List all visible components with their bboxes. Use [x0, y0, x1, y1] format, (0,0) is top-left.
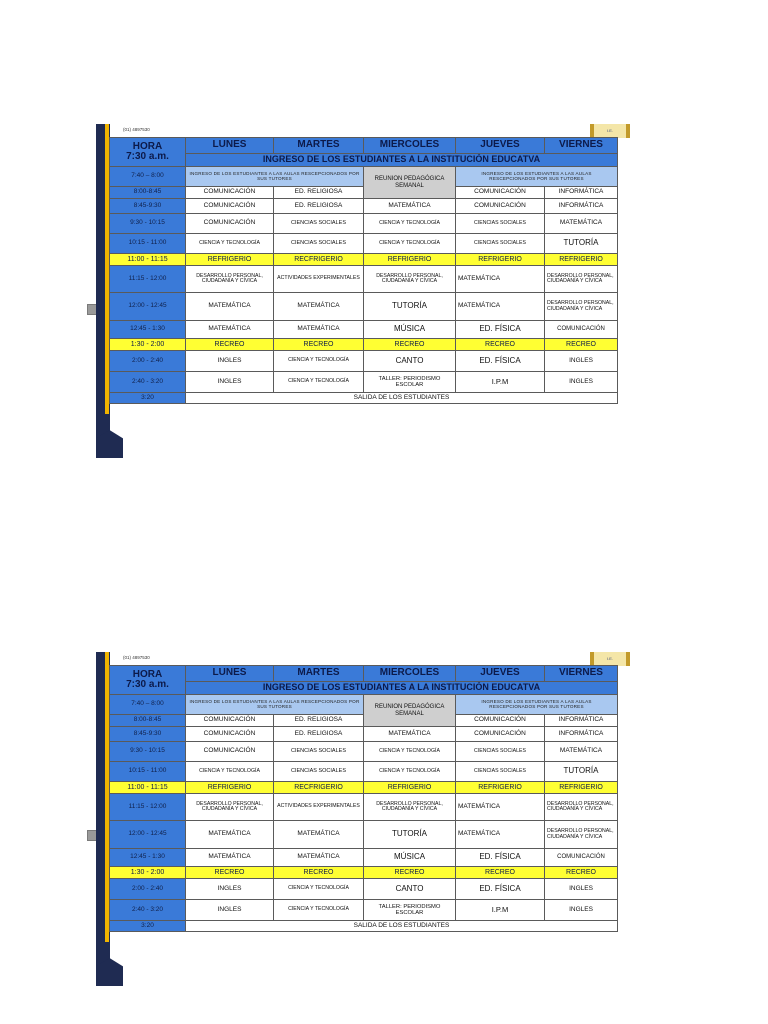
class-cell: CIENCIA Y TECNOLOGÍA: [274, 900, 364, 921]
class-cell: ED. FÍSICA: [456, 849, 545, 867]
class-cell: I.P.M: [456, 372, 545, 393]
class-cell: CIENCIAS SOCIALES: [456, 742, 545, 762]
class-cell: CIENCIAS SOCIALES: [456, 214, 545, 234]
hora-header: HORA 7:30 a.m.: [110, 138, 186, 167]
break-cell: RECREO: [545, 867, 618, 879]
class-cell: DESARROLLO PERSONAL, CIUDADANÍA Y CÍVICA: [186, 794, 274, 821]
class-cell: COMUNICACIÓN: [545, 321, 618, 339]
exit-cell: SALIDA DE LOS ESTUDIANTES: [186, 393, 618, 404]
class-cell: INFORMÁTICA: [545, 187, 618, 199]
class-cell: MATEMÁTICA: [456, 821, 545, 849]
class-cell: DESARROLLO PERSONAL, CIUDADANÍA Y CÍVICA: [545, 266, 618, 293]
class-cell: TUTORÍA: [364, 293, 456, 321]
break-cell: REFRIGERIO: [186, 254, 274, 266]
class-cell: INFORMÁTICA: [545, 727, 618, 742]
time-cell: 12:00 - 12:45: [110, 293, 186, 321]
schedule-card-1: [96, 124, 630, 458]
time-cell: 9:30 - 10:15: [110, 214, 186, 234]
class-cell: INGLES: [186, 879, 274, 900]
class-cell: DESARROLLO PERSONAL, CIUDADANÍA Y CÍVICA: [545, 821, 618, 849]
class-cell: INFORMÁTICA: [545, 715, 618, 727]
class-cell: MATEMÁTICA: [274, 321, 364, 339]
class-cell: ED. RELIGIOSA: [274, 715, 364, 727]
break-cell: REFRIGERIO: [456, 254, 545, 266]
class-cell: MATEMÁTICA: [274, 821, 364, 849]
day-header-lunes: LUNES: [186, 138, 274, 154]
class-cell: COMUNICACIÓN: [186, 715, 274, 727]
day-header-lunes: LUNES: [186, 666, 274, 682]
time-cell: 12:45 - 1:30: [110, 321, 186, 339]
class-cell: INGLES: [186, 351, 274, 372]
time-cell: 10:15 - 11:00: [110, 762, 186, 782]
time-cell: 10:15 - 11:00: [110, 234, 186, 254]
class-cell: MATEMÁTICA: [186, 849, 274, 867]
class-cell: CIENCIA Y TECNOLOGÍA: [364, 742, 456, 762]
class-cell: CIENCIA Y TECNOLOGÍA: [274, 351, 364, 372]
time-cell: 12:45 - 1:30: [110, 849, 186, 867]
class-cell: DESARROLLO PERSONAL, CIUDADANÍA Y CÍVICA: [545, 794, 618, 821]
class-cell: CIENCIAS SOCIALES: [274, 234, 364, 254]
class-cell: DESARROLLO PERSONAL, CIUDADANÍA Y CÍVICA: [364, 266, 456, 293]
break-cell: RECREO: [456, 339, 545, 351]
ingreso-note-right: INGRESO DE LOS ESTUDIANTES A LAS AULAS RESCEPCIONADOS POR SUS TUTORES: [456, 167, 618, 187]
time-cell: 2:00 - 2:40: [110, 351, 186, 372]
class-cell: MATEMÁTICA: [186, 293, 274, 321]
class-cell: COMUNICACIÓN: [456, 715, 545, 727]
class-cell: COMUNICACIÓN: [186, 742, 274, 762]
class-cell: COMUNICACIÓN: [186, 187, 274, 199]
time-cell: 1:30 - 2:00: [110, 339, 186, 351]
break-cell: REFRIGERIO: [186, 782, 274, 794]
time-cell: 8:45-9:30: [110, 727, 186, 742]
day-header-jueves: JUEVES: [456, 138, 545, 154]
class-cell: CIENCIA Y TECNOLOGÍA: [186, 762, 274, 782]
class-cell: I.P.M: [456, 900, 545, 921]
break-cell: RECFRIGERIO: [274, 254, 364, 266]
class-cell: INGLES: [545, 879, 618, 900]
class-cell: CIENCIAS SOCIALES: [274, 762, 364, 782]
break-cell: RECREO: [456, 867, 545, 879]
class-cell: ED. FÍSICA: [456, 879, 545, 900]
class-cell: CANTO: [364, 351, 456, 372]
class-cell: CIENCIA Y TECNOLOGÍA: [364, 214, 456, 234]
class-cell: INGLES: [186, 900, 274, 921]
time-cell: 12:00 - 12:45: [110, 821, 186, 849]
day-header-viernes: VIERNES: [545, 666, 618, 682]
class-cell: MATEMÁTICA: [186, 821, 274, 849]
class-cell: DESARROLLO PERSONAL, CIUDADANÍA Y CÍVICA: [364, 794, 456, 821]
time-cell: 3:20: [110, 921, 186, 932]
time-cell: 11:00 - 11:15: [110, 254, 186, 266]
break-cell: REFRIGERIO: [364, 254, 456, 266]
time-cell: 1:30 - 2:00: [110, 867, 186, 879]
school-logo: I.E.: [590, 652, 630, 666]
class-cell: MATEMÁTICA: [456, 794, 545, 821]
time-cell: 11:15 - 12:00: [110, 794, 186, 821]
header-phone: (01) 4897530: [123, 655, 150, 660]
ingreso-note-left: INGRESO DE LOS ESTUDIANTES A LAS AULAS RESCEPCIONADOS POR SUS TUTORES: [186, 695, 364, 715]
class-cell: MATEMÁTICA: [545, 214, 618, 234]
day-header-miercoles: MIERCOLES: [364, 666, 456, 682]
time-cell: 9:30 - 10:15: [110, 742, 186, 762]
break-cell: RECREO: [186, 339, 274, 351]
class-cell: COMUNICACIÓN: [456, 199, 545, 214]
schedule-card-2: [96, 652, 630, 986]
class-cell: CIENCIA Y TECNOLOGÍA: [186, 234, 274, 254]
time-cell: 8:00-8:45: [110, 715, 186, 727]
time-cell: 2:00 - 2:40: [110, 879, 186, 900]
class-cell: ACTIVIDADES EXPERIMENTALES: [274, 794, 364, 821]
break-cell: RECFRIGERIO: [274, 782, 364, 794]
class-cell: MATEMÁTICA: [274, 293, 364, 321]
class-cell: MATEMÁTICA: [186, 321, 274, 339]
meeting-cell: REUNION PEDAGÓGICA SEMANAL: [364, 695, 456, 727]
class-cell: INGLES: [545, 900, 618, 921]
class-cell: ED. RELIGIOSA: [274, 187, 364, 199]
class-cell: TUTORÍA: [545, 234, 618, 254]
class-cell: ED. RELIGIOSA: [274, 727, 364, 742]
break-cell: REFRIGERIO: [545, 782, 618, 794]
day-header-jueves: JUEVES: [456, 666, 545, 682]
break-cell: RECREO: [364, 339, 456, 351]
time-cell: 7:40 – 8:00: [110, 167, 186, 187]
day-header-martes: MARTES: [274, 138, 364, 154]
time-cell: 2:40 - 3:20: [110, 372, 186, 393]
class-cell: MATEMÁTICA: [456, 266, 545, 293]
day-header-martes: MARTES: [274, 666, 364, 682]
meeting-cell: REUNION PEDAGÓGICA SEMANAL: [364, 167, 456, 199]
time-cell: 8:00-8:45: [110, 187, 186, 199]
class-cell: DESARROLLO PERSONAL, CIUDADANÍA Y CÍVICA: [186, 266, 274, 293]
class-cell: INGLES: [545, 351, 618, 372]
break-cell: RECREO: [186, 867, 274, 879]
class-cell: COMUNICACIÓN: [456, 187, 545, 199]
class-cell: ED. FÍSICA: [456, 321, 545, 339]
class-cell: TUTORÍA: [545, 762, 618, 782]
time-cell: 8:45-9:30: [110, 199, 186, 214]
class-cell: MATEMÁTICA: [456, 293, 545, 321]
class-cell: CIENCIA Y TECNOLOGÍA: [364, 762, 456, 782]
class-cell: COMUNICACIÓN: [456, 727, 545, 742]
school-logo: I.E.: [590, 124, 630, 138]
time-cell: 2:40 - 3:20: [110, 900, 186, 921]
day-header-viernes: VIERNES: [545, 138, 618, 154]
class-cell: MATEMÁTICA: [545, 742, 618, 762]
break-cell: REFRIGERIO: [545, 254, 618, 266]
class-cell: CIENCIA Y TECNOLOGÍA: [274, 372, 364, 393]
exit-cell: SALIDA DE LOS ESTUDIANTES: [186, 921, 618, 932]
class-cell: INGLES: [545, 372, 618, 393]
class-cell: CIENCIAS SOCIALES: [274, 742, 364, 762]
schedule-table: [109, 137, 618, 404]
class-cell: INFORMÁTICA: [545, 199, 618, 214]
hora-header: HORA 7:30 a.m.: [110, 666, 186, 695]
class-cell: CIENCIA Y TECNOLOGÍA: [364, 234, 456, 254]
class-cell: MATEMÁTICA: [364, 727, 456, 742]
class-cell: ACTIVIDADES EXPERIMENTALES: [274, 266, 364, 293]
class-cell: COMUNICACIÓN: [545, 849, 618, 867]
break-cell: RECREO: [545, 339, 618, 351]
class-cell: CIENCIAS SOCIALES: [456, 762, 545, 782]
class-cell: DESARROLLO PERSONAL, CIUDADANÍA Y CÍVICA: [545, 293, 618, 321]
time-cell: 11:00 - 11:15: [110, 782, 186, 794]
time-cell: 11:15 - 12:00: [110, 266, 186, 293]
class-cell: CIENCIAS SOCIALES: [456, 234, 545, 254]
break-cell: REFRIGERIO: [364, 782, 456, 794]
break-cell: RECREO: [274, 339, 364, 351]
class-cell: ED. RELIGIOSA: [274, 199, 364, 214]
ingreso-banner: INGRESO DE LOS ESTUDIANTES A LA INSTITUCIÓN EDUCATVA: [186, 154, 618, 167]
class-cell: COMUNICACIÓN: [186, 199, 274, 214]
class-cell: ED. FÍSICA: [456, 351, 545, 372]
schedule-table: [109, 665, 618, 932]
class-cell: TALLER: PERIODISMO ESCOLAR: [364, 372, 456, 393]
break-cell: REFRIGERIO: [456, 782, 545, 794]
class-cell: MÚSICA: [364, 849, 456, 867]
decorative-side-bar: [96, 124, 110, 458]
header-phone: (01) 4897530: [123, 127, 150, 132]
class-cell: MATEMÁTICA: [274, 849, 364, 867]
break-cell: RECREO: [364, 867, 456, 879]
class-cell: MÚSICA: [364, 321, 456, 339]
class-cell: CANTO: [364, 879, 456, 900]
class-cell: CIENCIA Y TECNOLOGÍA: [274, 879, 364, 900]
class-cell: CIENCIAS SOCIALES: [274, 214, 364, 234]
ingreso-note-left: INGRESO DE LOS ESTUDIANTES A LAS AULAS RESCEPCIONADOS POR SUS TUTORES: [186, 167, 364, 187]
decorative-side-bar: [96, 652, 110, 986]
class-cell: TUTORÍA: [364, 821, 456, 849]
class-cell: COMUNICACIÓN: [186, 214, 274, 234]
ingreso-note-right: INGRESO DE LOS ESTUDIANTES A LAS AULAS RESCEPCIONADOS POR SUS TUTORES: [456, 695, 618, 715]
time-cell: 3:20: [110, 393, 186, 404]
time-cell: 7:40 – 8:00: [110, 695, 186, 715]
break-cell: RECREO: [274, 867, 364, 879]
day-header-miercoles: MIERCOLES: [364, 138, 456, 154]
class-cell: INGLES: [186, 372, 274, 393]
class-cell: MATEMÁTICA: [364, 199, 456, 214]
class-cell: COMUNICACIÓN: [186, 727, 274, 742]
ingreso-banner: INGRESO DE LOS ESTUDIANTES A LA INSTITUCIÓN EDUCATVA: [186, 682, 618, 695]
class-cell: TALLER: PERIODISMO ESCOLAR: [364, 900, 456, 921]
